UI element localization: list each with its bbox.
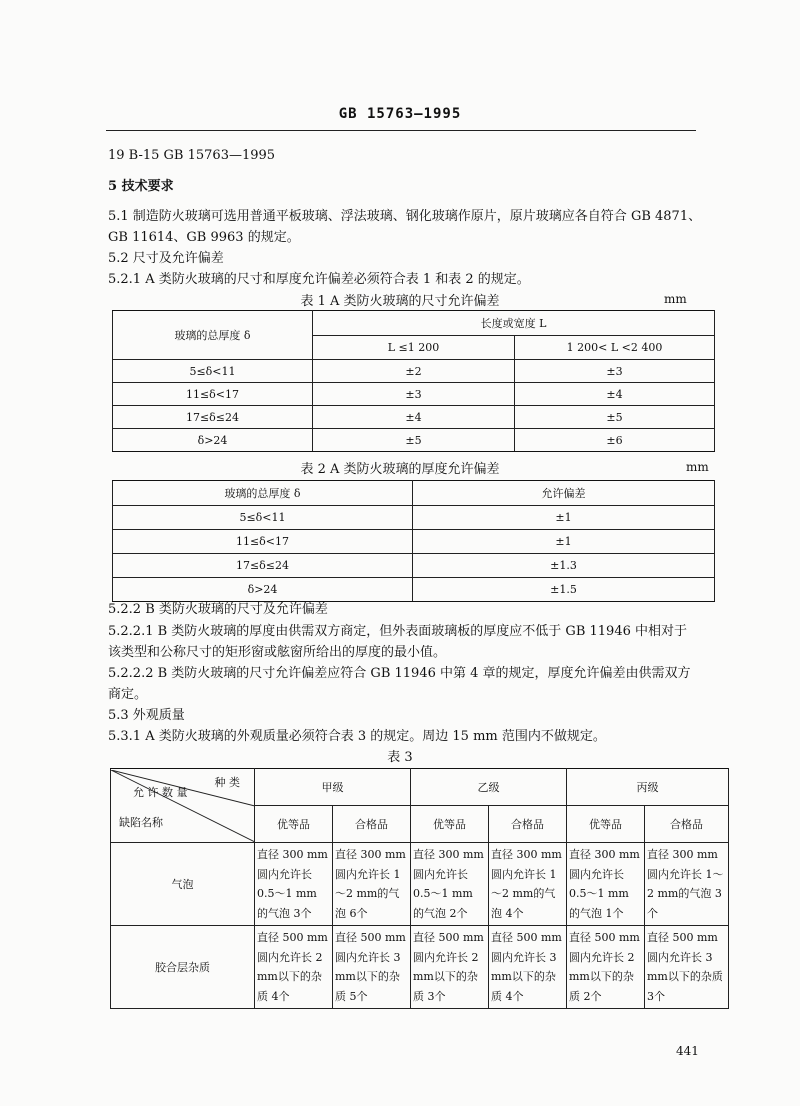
table3-kind-label: 种 类 (214, 775, 240, 789)
table3-cell: 直径 500 mm 圆内允许长 3 mm以下的杂质 5个 (333, 926, 411, 1009)
table1-cell: ±5 (313, 429, 515, 452)
table3-cell: 直径 500 mm 圆内允许长 3 mm以下的杂质 3个 (645, 926, 729, 1009)
page-number: 441 (676, 1044, 699, 1058)
preface-line: 19 B-15 GB 15763—1995 (108, 148, 276, 163)
table1-cell: ±6 (515, 429, 715, 452)
table3-cell: 直径 300 mm 圆内允许长 1～2 mm的气泡 6个 (333, 843, 411, 926)
table3-count-label: 允 许 数 量 (133, 785, 188, 799)
table3-defect-name: 胶合层杂质 (111, 926, 255, 1009)
table2-cell: 17≤δ≤24 (113, 554, 413, 578)
table1-cell: ±3 (313, 383, 515, 406)
table3-sub-header: 优等品 (255, 806, 333, 843)
table-row (113, 360, 715, 383)
table3-cell: 直径 300 mm 圆内允许长 0.5～1 mm 的气泡 2个 (411, 843, 489, 926)
table3-defect-name: 气泡 (111, 843, 255, 926)
table3-cell: 直径 500 mm 圆内允许长 2 mm以下的杂质 4个 (255, 926, 333, 1009)
table1-cell: ±3 (515, 360, 715, 383)
table3-cell: 直径 500 mm 圆内允许长 3 mm以下的杂质 4个 (489, 926, 567, 1009)
table3-grade-a: 甲级 (255, 769, 411, 806)
table-row (111, 926, 729, 1009)
table1-cell: ±2 (313, 360, 515, 383)
clause-5-2: 5.2 尺寸及允许偏差 (108, 251, 224, 266)
table-row (113, 406, 715, 429)
table1-col-thickness: 玻璃的总厚度 δ (113, 311, 313, 360)
clause-5-2-1: 5.2.1 A 类防火玻璃的尺寸和厚度允许偏差必须符合表 1 和表 2 的规定。 (108, 272, 530, 287)
standard-header: GB 15763—1995 (338, 106, 462, 122)
table-row (113, 383, 715, 406)
section-5-title: 5 技术要求 (108, 179, 174, 194)
table3 (110, 768, 729, 1009)
table2-cell: 5≤δ<11 (113, 506, 413, 530)
table1-cell: 11≤δ<17 (113, 383, 313, 406)
table1-col-group: 长度或宽度 L (313, 311, 715, 336)
clause-5-2-2-2: 5.2.2.2 B 类防火玻璃的尺寸允许偏差应符合 GB 11946 中第 4 章的规定，厚度允许偏差由供需双方 (108, 666, 691, 681)
clause-5-3: 5.3 外观质量 (108, 708, 185, 723)
table1-cell: 17≤δ≤24 (113, 406, 313, 429)
table3-sub-header: 合格品 (489, 806, 567, 843)
table3-cell: 直径 500 mm 圆内允许长 2 mm以下的杂质 3个 (411, 926, 489, 1009)
table2-caption: 表 2 A 类防火玻璃的厚度允许偏差 (300, 462, 500, 477)
table-row (113, 429, 715, 452)
table2-cell: ±1.5 (413, 578, 715, 602)
table2-cell: 11≤δ<17 (113, 530, 413, 554)
table2-col-thickness: 玻璃的总厚度 δ (113, 481, 413, 506)
table3-sub-header: 合格品 (333, 806, 411, 843)
table3-caption: 表 3 (387, 750, 413, 765)
header-rule (106, 130, 696, 131)
table3-cell: 直径 300 mm 圆内允许长 1～2 mm的气泡 4个 (489, 843, 567, 926)
clause-5-2-2: 5.2.2 B 类防火玻璃的尺寸及允许偏差 (108, 602, 328, 617)
table1-unit: mm (664, 292, 687, 306)
table2-cell: ±1 (413, 530, 715, 554)
clause-5-3-1: 5.3.1 A 类防火玻璃的外观质量必须符合表 3 的规定。周边 15 mm 范围内不做规定。 (108, 729, 606, 744)
table2-col-dev: 允许偏差 (413, 481, 715, 506)
clause-5-2-2-1-cont: 该类型和公称尺寸的矩形窗或舷窗所给出的厚度的最小值。 (108, 645, 447, 660)
table2 (112, 480, 715, 602)
table3-sub-header: 合格品 (645, 806, 729, 843)
table3-diagonal-header (111, 769, 255, 843)
table1-cell: ±4 (313, 406, 515, 429)
table1-col-a: L ≤1 200 (313, 335, 515, 360)
table3-cell: 直径 500 mm 圆内允许长 2 mm以下的杂质 2个 (567, 926, 645, 1009)
table-row (113, 578, 715, 602)
table3-defect-label: 缺陷名称 (119, 815, 163, 829)
table1 (112, 310, 715, 452)
table1-cell: δ>24 (113, 429, 313, 452)
table3-cell: 直径 300 mm 圆内允许长 0.5～1 mm 的气泡 3个 (255, 843, 333, 926)
clause-5-1-cont: GB 11614、GB 9963 的规定。 (108, 230, 300, 245)
table1-col-b: 1 200< L <2 400 (515, 335, 715, 360)
table2-unit: mm (686, 460, 709, 474)
table1-cell: ±4 (515, 383, 715, 406)
table3-sub-header: 优等品 (411, 806, 489, 843)
clause-5-1: 5.1 制造防火玻璃可选用普通平板玻璃、浮法玻璃、钢化玻璃作原片，原片玻璃应各自符合 GB 4871、 (108, 209, 702, 224)
table2-cell: δ>24 (113, 578, 413, 602)
table1-cell: 5≤δ<11 (113, 360, 313, 383)
table3-cell: 直径 300 mm 圆内允许长 0.5～1 mm 的气泡 1个 (567, 843, 645, 926)
table-row (111, 843, 729, 926)
table1-cell: ±5 (515, 406, 715, 429)
table1-caption: 表 1 A 类防火玻璃的尺寸允许偏差 (300, 294, 500, 309)
table3-grade-c: 丙级 (567, 769, 729, 806)
table2-cell: ±1.3 (413, 554, 715, 578)
table3-cell: 直径 300 mm 圆内允许长 1～2 mm的气泡 3个 (645, 843, 729, 926)
table-row (113, 530, 715, 554)
clause-5-2-2-1: 5.2.2.1 B 类防火玻璃的厚度由供需双方商定，但外表面玻璃板的厚度应不低于 GB 11946 中相对于 (108, 624, 687, 639)
table2-cell: ±1 (413, 506, 715, 530)
table3-grade-b: 乙级 (411, 769, 567, 806)
table3-sub-header: 优等品 (567, 806, 645, 843)
table-row (113, 506, 715, 530)
clause-5-2-2-2-cont: 商定。 (108, 687, 148, 702)
table-row (113, 554, 715, 578)
